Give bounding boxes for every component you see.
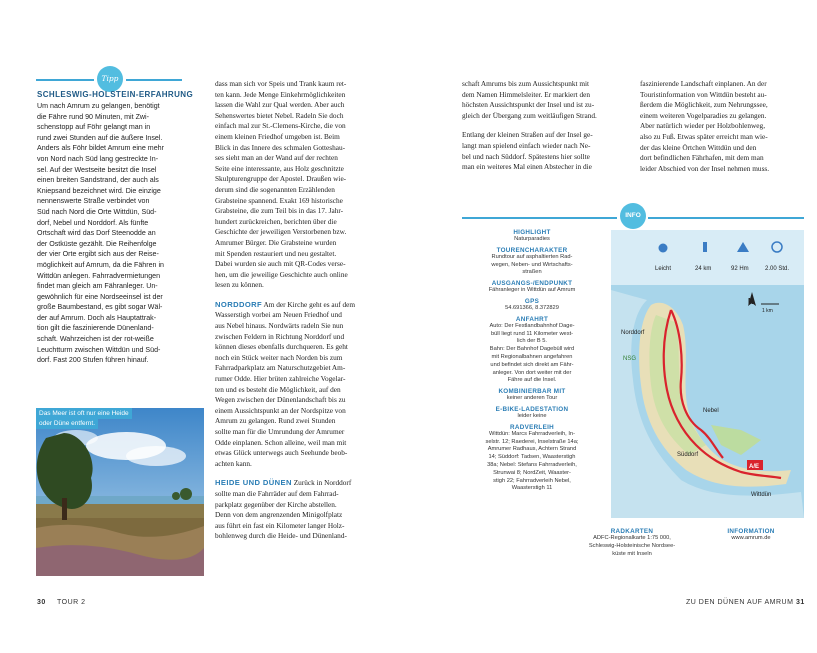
text-line: Ortschaft wird das Dorf Steenodde an [37,229,156,238]
text-line: einem Aussichtspunkt an der Nordspitze von [215,405,346,415]
info-block-label: AUSGANGS-/ENDPUNKT [491,280,573,288]
tipp-body [37,101,187,366]
text-line: aus Nebel hinaus. Nordwärts radeln Sie nun [215,321,344,331]
footer-left-title: TOUR 2 [57,599,86,606]
radkarten-line-3: küste mit Inseln [612,550,652,557]
text-line: einen breiten Sandstrand, der auch als [37,176,159,185]
text-line: Entlang der kleinen Straßen auf der Insel ge- [462,130,593,140]
text-line: also zu Fuß. Etwas später erreicht man wie- [640,131,768,141]
text-line: Seite eine interessante, aus Holz geschnitzte [215,163,344,173]
map-stat-elevation: 92 Hm [731,266,749,272]
paragraph-spacer [215,291,385,300]
text-line: Blick in das Innere des schmalen Gotteshau- [215,142,346,152]
text-line: können dieses ebenfalls durchqueren. Es geht [215,342,348,352]
info-value-line: Strunwai 8; NordZeit, Waaster- [493,469,571,476]
text-line: sollte man die Fahrräder auf dem Fahrrad- [215,488,339,498]
text-line: einfach mal zur St.-Clemens-Kirche, die von [215,121,346,131]
info-block-value [462,305,602,313]
text-line: Geschichte der jeweiligen Verstorbenen bzw. [215,227,347,237]
section-first-text: Zurück in Norddorf [293,478,352,488]
info-block-value [462,431,602,493]
section-first-line [215,478,385,489]
photo-caption-line-1: Das Meer ist oft nur eine Heide [36,408,132,419]
section-first-line [215,300,385,311]
info-value-line: 54.691366, 8.372829 [505,304,559,311]
text-line: Kniepsand bezeichnet wird. Die einzige [37,186,161,195]
route-map [611,230,804,518]
text-line: Wasserstigh vorbei am Neuen Friedhof und [215,310,342,320]
tipp-badge: Tipp [97,66,123,92]
text-line: rumer Odde. Hier brüten zahlreiche Vogelar- [215,374,346,384]
info-value-line: lich der B 5. [516,338,548,345]
info-block-label: TOURENCHARAKTER [496,246,568,254]
info-block-value [462,413,602,421]
text-line: Amrumer Bürger. Die Grabsteine wurden [215,237,337,247]
radkarten-line-1: ADFC-Regionalkarte 1:75 000, [593,535,671,541]
info-value-line: Amrumer Radhaus, Achtern Strand [487,446,577,453]
text-line: schenstopp auf Föhr gelangt man in [37,123,151,132]
radkarten-block [582,528,682,558]
section-heading: HEIDE UND DÜNEN [215,478,292,488]
info-value-line: keiner anderen Tour [506,395,558,402]
text-line: bel und nach Süddorf. Spätestens hier sollte [462,151,590,161]
info-block-label: ANFAHRT [515,315,549,323]
info-rule-left [462,217,617,219]
info-block-value [462,323,602,385]
text-line: aus führt ein fast ein Kilometer langer Holz- [215,520,345,530]
info-value-line: 14; Süddorf: Tadsen, Waasterstigh [488,454,576,461]
text-line: sollte man für die Umrundung der Amrumer [215,427,345,436]
info-block-value [462,395,602,403]
info-value-line: Auto: Der Festlandbahnhof Dage- [489,322,575,329]
text-line: Dabei wurden sie auch mit QR-Codes verse- [215,259,346,269]
text-line: Süd nach Nord die Orte Wittdün, Süd- [37,207,157,216]
paragraph-spacer [462,121,632,130]
info-value-line: 38a; Nebel: Stefans Fahrradverleih, [487,461,577,468]
text-line: man ein weiteres Mal einen Abstecher in die [462,162,592,172]
info-value-line: büll liegt rund 11 Kilometer west- [490,330,574,337]
info-value-line: Fähranleger in Wittdün auf Amrum [488,287,576,294]
info-block-label: KOMBINIERBAR MIT [498,388,566,396]
info-block-label: RADVERLEIH [510,423,554,431]
map-stat-duration: 2.00 Std. [765,266,790,272]
text-line: Amrum zu gelangen. Rund zwei Stunden [215,416,336,426]
text-line: findet man gleich am Fähranleger. Un- [37,282,158,291]
text-line: ses sieht man an der Wand auf der rechten [215,153,338,163]
text-line: rund zwei Stunden auf die äußere Insel. [37,133,163,142]
info-block-label: GPS [524,297,540,305]
text-line: schaft Amrums bis zum Aussichtspunkt mit [462,79,590,88]
text-line: Grabsteine, die zum Teil bis in das 17. Jahr- [215,206,344,216]
text-line: gewöhnlich für eine Nordseeinsel ist der [37,292,163,301]
map-label-nsg: NSG [623,356,637,362]
paragraph-spacer [215,469,385,478]
text-line: noch ein Stück weiter nach Norden bis zum [215,352,343,362]
info-blocks [462,229,602,496]
text-line: Sehenswertes bietet Nebel. Radeln Sie doch [215,110,344,120]
text-line: große Baumbestand, es gibt sogar Wäl- [37,303,163,312]
heath-photo [36,408,204,576]
text-line: langt man spielend einfach wieder nach Ne- [462,140,591,150]
text-line: der auf Amrum. Doch als Hauptattrak- [37,313,157,322]
map-label-sueddorf: Süddorf [677,452,699,458]
text-line: hen, um die jeweilige Geschichte auch online [215,269,348,279]
info-block-value [462,287,602,295]
text-line: ten kann. Jede Menge Einkehrmöglichkeiten [215,89,346,99]
text-line: dorf. Fast 200 Stufen führen hinauf. [37,356,149,365]
text-line: dort befindlichen Fährhafen, mit dem man [640,153,764,163]
info-value-line: Wittdün: Marcs Fahrradverleih, In- [489,430,575,437]
text-line: dem Namen Himmelsleiter. Er markiert den [462,89,591,99]
text-line: höchsten Aussichtspunkt der Insel und ist zu- [462,100,595,110]
map-scale-label: 1 km [762,308,773,314]
text-line: einem kleinen Friedhof umgeben ist. Beim [215,131,340,141]
footer-right-page: 31 [796,599,805,606]
footer-right-title: ZU DEN DÜNEN AUF AMRUM [686,599,794,606]
text-line: tion gilt die faszinierende Dünenland- [37,324,154,333]
map-label-nebel: Nebel [703,408,719,414]
text-line: achten kann. [215,458,252,468]
info-block-value [462,254,602,277]
info-block-label: HIGHLIGHT [513,229,551,236]
text-line: parkplatz gegenüber der Kirche abstellen. [215,499,337,509]
section-first-text: Am der Kirche geht es auf dem [263,299,356,309]
text-line: Anders als Föhr bildet Amrum eine mehr [37,144,164,153]
info-value-line: Fähre auf die Insel. [507,377,557,384]
info-value-line: straßen [522,269,542,276]
text-line: schaft. Wahrzeichen ist der rot-weiße [37,335,154,344]
info-value-line: Bahn: Der Bahnhof Dagebüll wird [489,346,575,353]
text-line: zwischen Feldern in Richtung Norddorf und [215,331,345,341]
radkarten-label: RADKARTEN [610,528,654,535]
information-url: www.amrum.de [731,535,771,541]
text-line: Wegen zwischen der Dünenlandschaft bis zu [215,395,346,405]
text-line: Leuchtturm zwischen Wittdün und Süd- [37,345,161,354]
text-line: Odde einplanen. Schon alleine, weil man mit [215,437,347,447]
text-line: etwas Glück unterwegs auch Seehunde beob- [215,448,348,458]
info-value-line: und befindet sich direkt am Fähr- [490,361,574,368]
info-block-label: E-BIKE-LADESTATION [495,405,569,413]
text-line: bohlenweg durch die Heide- und Dünenland- [215,531,347,541]
tipp-rule-right [126,79,182,81]
text-line: Skulpturengruppe der Apostel. Draußen wie- [215,174,347,184]
text-line: faszinierende Landschaft einplanen. An der [640,79,767,88]
north-arrow [748,292,756,306]
text-line: hundert zurückreichen, berichten über die [215,216,337,226]
heath-photo-image [36,408,204,576]
text-line: der Ostküste gezählt. Die Reihenfolge [37,239,157,248]
text-line: mit Spenden restauriert und neu gestaltet. [215,248,337,258]
north-label: N [748,297,754,306]
map-label-start-end: A/E [749,464,760,470]
text-line: sel. Auf der Westseite besitzt die Insel [37,165,157,174]
text-line: Aber natürlich wieder per Holzbohlenweg, [640,121,766,131]
text-line: Fahrradparkplatz am Naturschutzgebiet Am- [215,363,346,373]
info-value-line: Waasterstigh 11 [511,485,553,492]
info-value-line: mit Regionalbahnen angefahren [491,353,573,360]
section-heading: NORDDORF [215,299,263,309]
info-block-value [462,236,602,244]
text-line: Touristinformation von Wittdün besteht au- [640,89,767,99]
column-3 [462,79,632,173]
tipp-rule-left [36,79,94,81]
text-line: leider Abschied von der Insel nehmen muss. [640,163,770,173]
information-block [715,528,787,546]
info-badge: INFO [620,203,646,229]
text-line: Denn von dem angrenzenden Minigolfplatz [215,510,343,520]
text-line: der vier Orte ergibt sich aus der Reise- [37,250,159,259]
map-label-wittduen: Wittdün [751,492,772,498]
info-value-line: Rundtour auf asphaltierten Rad- [491,253,573,260]
text-line: derum sind die sogenannten Erzählenden [215,184,335,194]
text-line: gleich der Übergang zum weitläufigen Strand. [462,110,597,120]
column-4 [640,79,808,174]
text-line: lesen zu können. [215,280,264,290]
info-value-line: stigh 22; Fahrradverleih Nebel, [493,477,571,484]
map-stat-distance: 24 km [695,266,712,272]
text-line: möglichkeit auf Amrum, da die Fähren in [37,260,164,269]
text-line: ten und es besteht die Möglichkeit, auf den [215,384,341,394]
text-line: ßerdem die Möglichkeit, zum Nehrungssee, [640,100,768,110]
tipp-heading: SCHLESWIG-HOLSTEIN-ERFAHRUNG [37,90,194,99]
map-stat-difficulty: Leicht [655,266,672,272]
info-value-line: leider keine [517,412,547,419]
info-value-line: anleger. Von dort weiter mit der [492,369,572,376]
route-map-svg [611,230,804,518]
map-label-norddorf: Norddorf [621,330,645,336]
photo-caption-line-2: oder Düne entfernt. [36,418,98,429]
column-2 [215,79,385,542]
info-rule-right [648,217,804,219]
text-line: Grabsteine spannend. Exakt 169 historische [215,195,343,205]
text-line: lassen die Wahl zur Qual werden. Aber auch [215,100,345,110]
footer-left-page: 30 [37,599,46,606]
text-line: einem weiteren Vogelparadies zu gelangen. [640,110,767,120]
text-line: die Fähre rund 90 Minuten, mit Zwi- [37,112,149,121]
text-line: nennenswerte Straße verbindet von [37,197,150,206]
text-line: Wittdün anlegen. Fahrradvermietungen [37,271,161,280]
radkarten-line-2: Schleswig-Holsteinische Nordsee- [588,542,676,549]
info-value-line: Naturparadies [514,236,550,242]
text-line: der das kleine Örtchen Wittdün und den [640,142,757,152]
info-value-line: selstr. 12; Raederei, Inselstraße 14a; [485,438,579,445]
information-label: INFORMATION [727,528,775,535]
info-value-line: wegen, Neben- und Wirtschafts- [491,261,573,268]
text-line: dass man sich vor Speis und Trank kaum ret- [215,79,347,88]
text-line: dorf, Nebel und Norddorf. Als fünfte [37,218,149,227]
text-line: von Nord nach Süd lang gestreckte In- [37,154,159,163]
text-line: Um nach Amrum zu gelangen, benötigt [37,102,160,110]
